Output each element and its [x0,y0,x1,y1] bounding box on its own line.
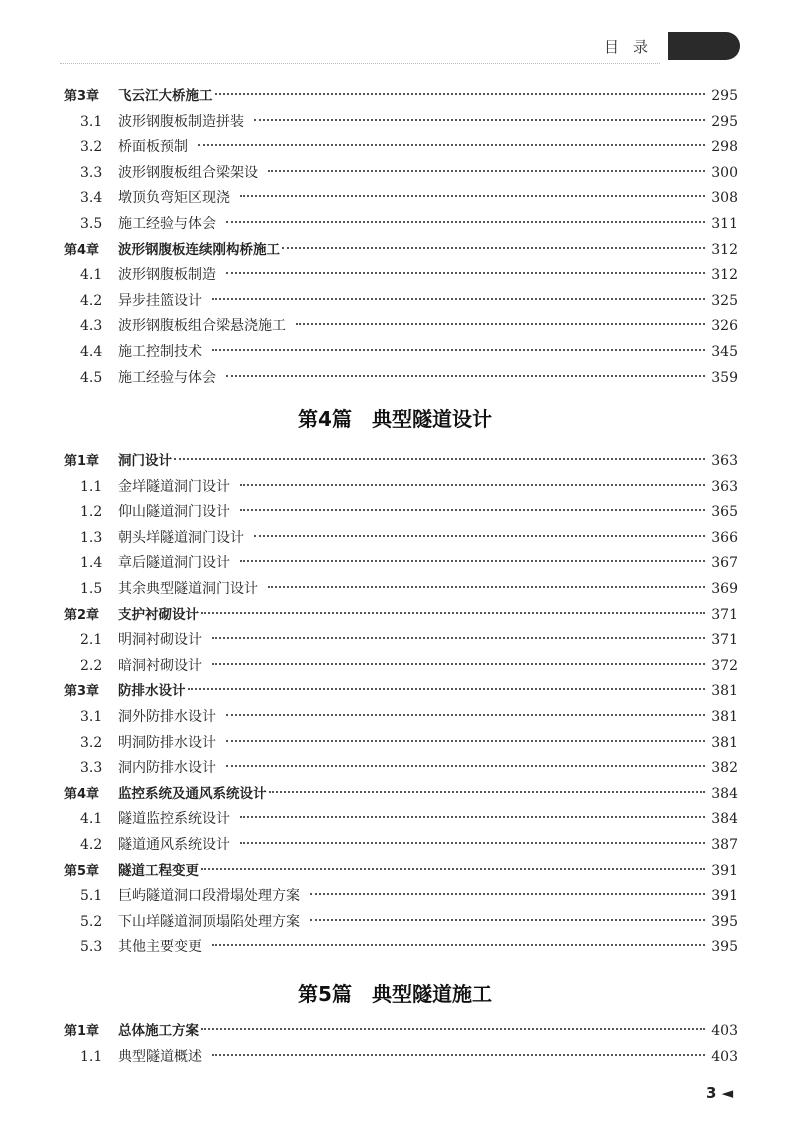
toc-section-entry[interactable] [64,161,738,187]
entry-title: 施工控制技术 [118,343,202,360]
toc-section-entry[interactable] [64,884,738,910]
entry-title: 异步挂篮设计 [118,292,202,309]
dot-leader [226,272,705,274]
dot-leader [226,375,705,377]
entry-number: 3.3 [80,164,103,181]
toc-section-entry[interactable] [64,186,738,212]
dot-leader [198,144,705,146]
dot-leader [268,586,705,588]
dot-leader [226,740,705,742]
entry-number: 1.2 [80,504,103,521]
entry-page: 311 [711,215,738,232]
entry-number: 第1章 [64,454,100,469]
entry-number: 3.5 [80,215,103,232]
entry-title: 金垟隧道洞门设计 [118,478,230,495]
entry-number: 第3章 [64,89,100,104]
entry-page: 298 [711,139,738,156]
dot-leader [188,688,706,690]
entry-number: 3.2 [80,139,103,156]
entry-number: 2.2 [80,657,103,674]
toc-section-entry[interactable] [64,1045,738,1071]
entry-number: 1.4 [80,555,103,572]
entry-title: 明洞防排水设计 [118,734,216,751]
toc-block-part3 [64,84,738,391]
entry-page: 403 [711,1048,738,1065]
entry-title: 墩顶负弯矩区现浇 [118,190,230,207]
entry-page: 325 [711,292,738,309]
dot-leader [212,349,705,351]
toc-section-entry[interactable] [64,263,738,289]
header-tab-decoration [668,32,740,60]
entry-title: 波形钢腹板组合梁悬浇施工 [118,318,286,335]
toc-section-entry[interactable] [64,366,738,392]
dot-leader [240,195,705,197]
entry-page: 312 [711,241,738,258]
toc-chapter-entry[interactable] [64,603,738,629]
toc-chapter-entry[interactable] [64,1019,738,1045]
entry-title: 波形钢腹板制造拼装 [118,113,244,130]
part-heading [0,403,790,432]
page-number: 3 ◄ [706,1084,734,1102]
dot-leader [212,944,705,946]
dot-leader [282,247,705,249]
entry-number: 5.3 [80,939,103,956]
entry-page: 363 [711,453,738,469]
entry-title: 波形钢腹板组合梁架设 [118,164,258,181]
entry-page: 366 [711,529,738,546]
entry-page: 371 [711,632,738,649]
dot-leader [240,816,705,818]
entry-number: 5.2 [80,913,103,930]
toc-section-entry[interactable] [64,551,738,577]
header-rule [60,63,660,64]
entry-title: 支护衬砌设计 [118,606,199,623]
entry-page: 308 [711,190,738,207]
entry-title: 洞外防排水设计 [118,708,216,725]
part-title: 典型隧道设计 [371,407,492,431]
entry-number: 4.1 [80,811,103,828]
entry-number: 第4章 [64,242,100,258]
entry-title: 其余典型隧道洞门设计 [118,580,258,597]
entry-page: 359 [711,369,738,386]
dot-leader [201,1028,705,1030]
toc-chapter-entry[interactable] [64,782,738,808]
entry-number: 1.1 [80,478,103,495]
entry-number: 5.1 [80,888,103,905]
entry-title: 明洞衬砌设计 [118,632,202,649]
toc-section-entry[interactable] [64,705,738,731]
entry-page: 372 [711,657,738,674]
entry-page: 382 [711,760,738,777]
entry-number: 1.5 [80,580,103,597]
entry-page: 381 [711,708,738,725]
dot-leader [215,93,706,95]
entry-page: 300 [711,164,738,181]
toc-section-entry[interactable] [64,212,738,238]
entry-title: 典型隧道概述 [118,1048,202,1065]
entry-page: 369 [711,580,738,597]
entry-page: 387 [711,836,738,853]
entry-title: 飞云江大桥施工 [118,88,213,104]
toc-section-entry[interactable] [64,756,738,782]
entry-title: 仰山隧道洞门设计 [118,504,230,521]
entry-number: 4.2 [80,292,103,309]
entry-page: 384 [711,785,738,802]
entry-number: 4.4 [80,343,103,360]
dot-leader [212,298,705,300]
toc-section-entry[interactable] [64,935,738,961]
dot-leader [296,323,705,325]
toc-section-entry[interactable] [64,110,738,136]
toc-section-entry[interactable] [64,577,738,603]
toc-section-entry[interactable] [64,289,738,315]
entry-title: 总体施工方案 [118,1023,199,1039]
entry-page: 326 [711,318,738,335]
entry-number: 3.4 [80,190,103,207]
toc-section-entry[interactable] [64,314,738,340]
toc-chapter-entry[interactable] [64,859,738,885]
entry-title: 其他主要变更 [118,939,202,956]
entry-number: 3.3 [80,760,103,777]
entry-title: 隧道工程变更 [118,862,199,879]
entry-number: 4.5 [80,369,103,386]
entry-title: 隧道监控系统设计 [118,811,230,828]
dot-leader [240,560,705,562]
entry-page: 391 [711,888,738,905]
entry-title: 施工经验与体会 [118,215,216,232]
entry-number: 4.3 [80,318,103,335]
entry-title: 巨屿隧道洞口段滑塌处理方案 [118,888,300,905]
entry-page: 395 [711,939,738,956]
toc-section-entry[interactable] [64,654,738,680]
entry-page: 395 [711,913,738,930]
entry-number: 2.1 [80,632,103,649]
entry-page: 345 [711,343,738,360]
toc-chapter-entry[interactable] [64,449,738,475]
part-heading [0,978,790,1007]
entry-number: 第4章 [64,786,100,802]
dot-leader [268,170,705,172]
dot-leader [212,663,705,665]
entry-page: 295 [711,88,738,104]
running-header: 目录 [604,38,663,56]
entry-number: 第5章 [64,863,100,879]
entry-page: 365 [711,504,738,521]
toc-section-entry[interactable] [64,500,738,526]
entry-title: 桥面板预制 [118,139,188,156]
toc-section-entry[interactable] [64,526,738,552]
entry-page: 367 [711,555,738,572]
entry-title: 隧道通风系统设计 [118,836,230,853]
dot-leader [201,612,705,614]
entry-page: 381 [711,683,738,700]
entry-title: 暗洞衬砌设计 [118,657,202,674]
part-number: 第4篇 [298,407,352,431]
entry-title: 朝头垟隧道洞门设计 [118,529,244,546]
toc-block-part5 [64,1019,738,1070]
entry-page: 363 [711,478,738,495]
dot-leader [226,714,705,716]
entry-number: 3.2 [80,734,103,751]
entry-page: 371 [711,606,738,623]
dot-leader [254,535,705,537]
entry-page: 381 [711,734,738,751]
part-title: 典型隧道施工 [371,982,492,1006]
entry-number: 4.1 [80,267,103,284]
dot-leader [310,893,705,895]
toc-chapter-entry[interactable] [64,238,738,264]
toc-block-part4 [64,449,738,961]
entry-page: 295 [711,113,738,130]
entry-title: 下山垟隧道洞顶塌陷处理方案 [118,913,300,930]
entry-title: 波形钢腹板制造 [118,267,216,284]
dot-leader [201,868,705,870]
entry-page: 384 [711,811,738,828]
entry-number: 1.3 [80,529,103,546]
entry-page: 312 [711,267,738,284]
dot-leader [310,919,705,921]
dot-leader [240,509,705,511]
toc-section-entry[interactable] [64,628,738,654]
dot-leader [240,484,705,486]
entry-number: 第3章 [64,684,100,700]
entry-title: 波形钢腹板连续刚构桥施工 [118,241,280,258]
toc-section-entry[interactable] [64,731,738,757]
entry-title: 监控系统及通风系统设计 [118,785,267,802]
entry-page: 403 [711,1023,738,1039]
entry-number: 4.2 [80,836,103,853]
entry-page: 391 [711,862,738,879]
dot-leader [174,458,705,460]
toc-section-entry[interactable] [64,833,738,859]
dot-leader [212,1054,705,1056]
toc-section-entry[interactable] [64,340,738,366]
entry-title: 洞门设计 [118,453,172,469]
part-number: 第5篇 [298,982,352,1006]
entry-number: 第1章 [64,1024,100,1039]
entry-number: 第2章 [64,607,100,623]
toc-chapter-entry[interactable] [64,84,738,110]
toc-section-entry[interactable] [64,807,738,833]
entry-number: 1.1 [80,1048,103,1065]
toc-chapter-entry[interactable] [64,679,738,705]
entry-number: 3.1 [80,708,103,725]
dot-leader [240,842,705,844]
entry-title: 洞内防排水设计 [118,760,216,777]
entry-number: 3.1 [80,113,103,130]
toc-section-entry[interactable] [64,135,738,161]
dot-leader [269,791,706,793]
dot-leader [254,119,705,121]
dot-leader [226,221,705,223]
entry-title: 施工经验与体会 [118,369,216,386]
entry-title: 防排水设计 [118,683,186,700]
entry-title: 章后隧道洞门设计 [118,555,230,572]
dot-leader [212,637,705,639]
toc-section-entry[interactable] [64,475,738,501]
dot-leader [226,765,705,767]
toc-section-entry[interactable] [64,910,738,936]
